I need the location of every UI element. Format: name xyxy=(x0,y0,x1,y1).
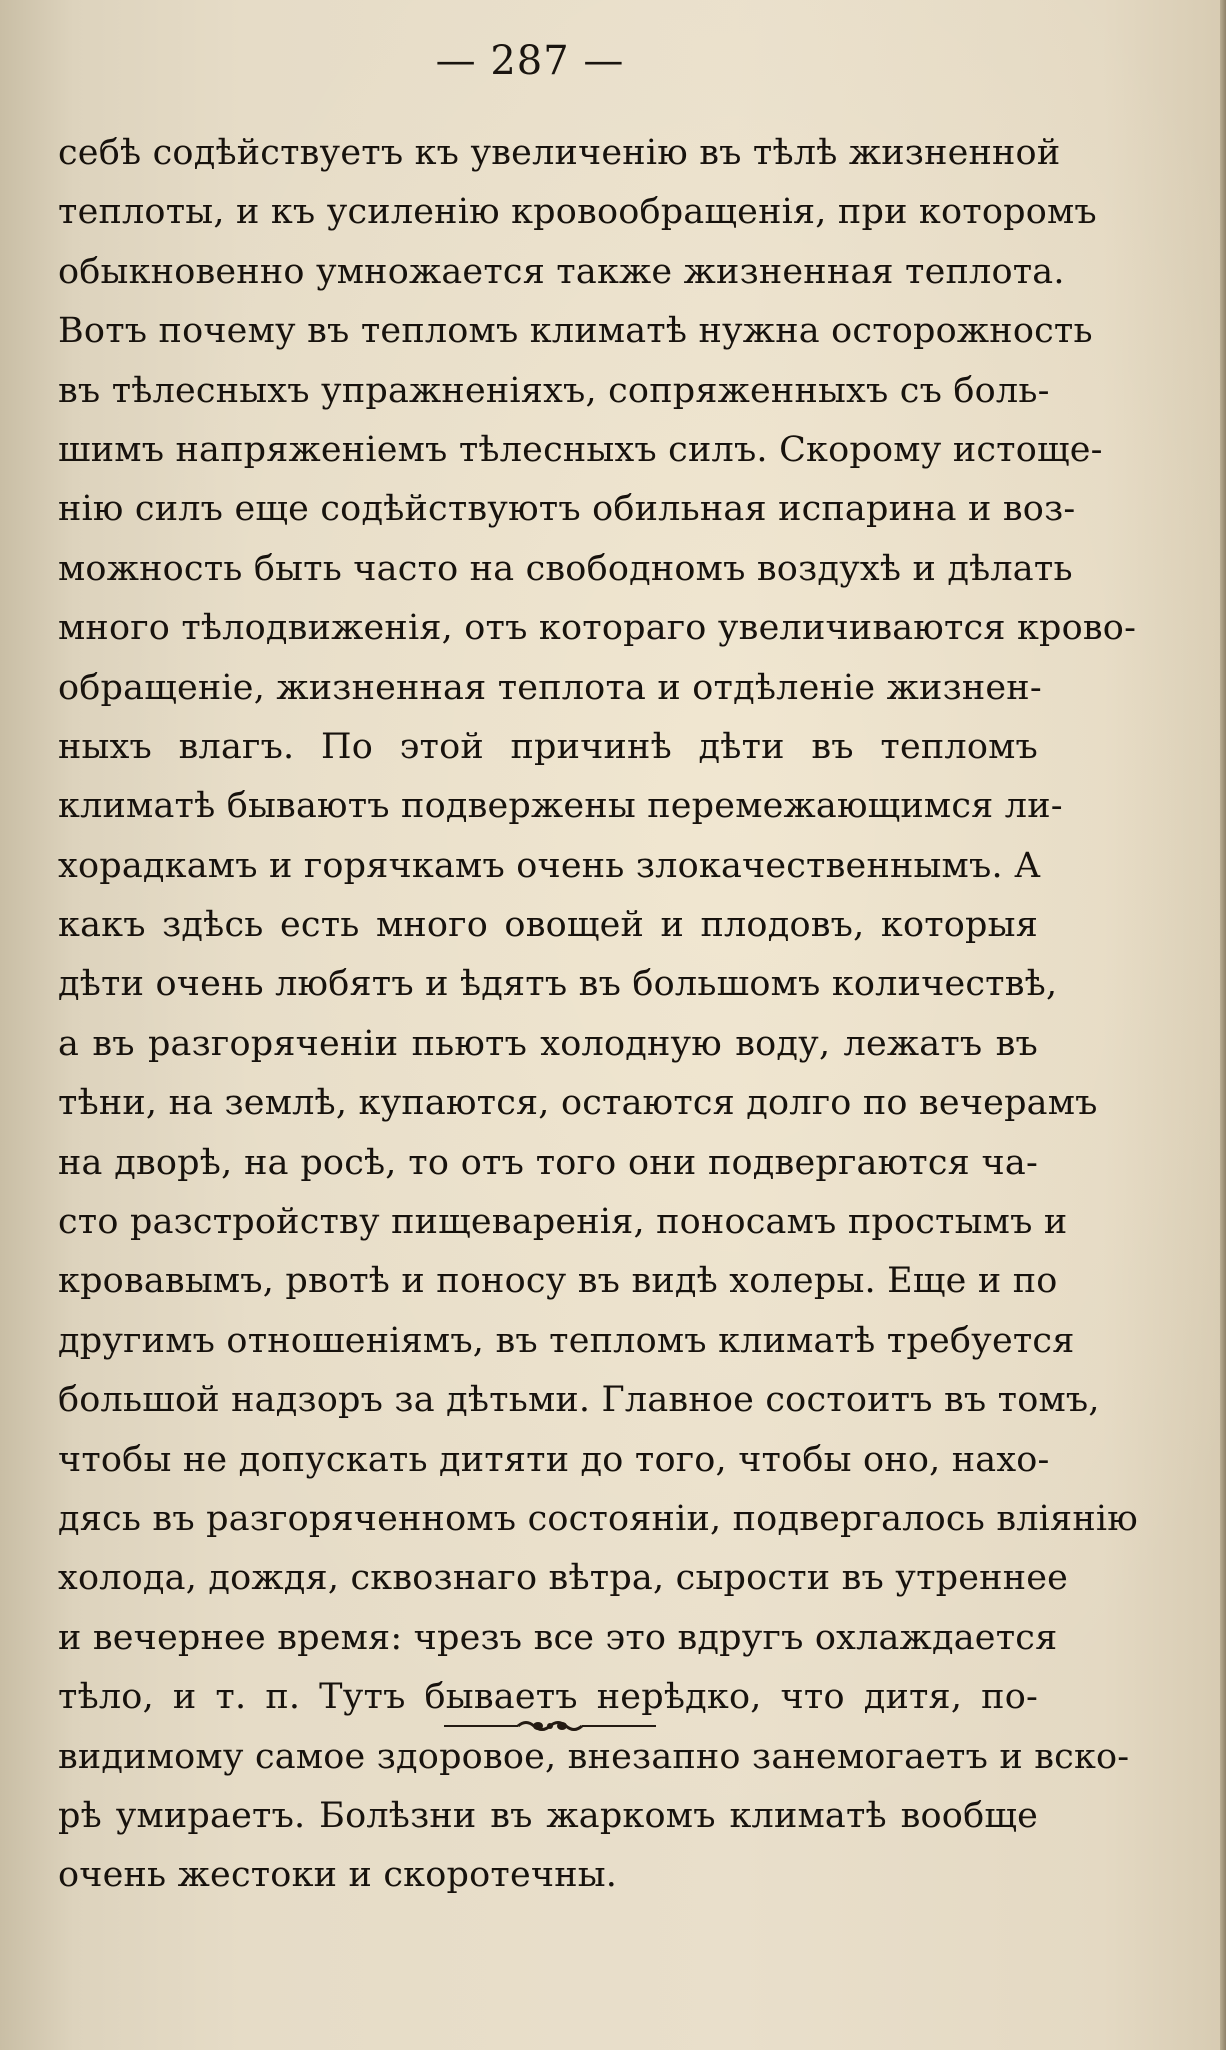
body-text xyxy=(58,124,1138,1906)
end-ornament xyxy=(440,1716,660,1736)
text-line: въ тѣлесныхъ упражненіяхъ, сопряженныхъ съ боль- xyxy=(58,370,1050,411)
text-line: шимъ напряженіемъ тѣлесныхъ силъ. Скорому истоще- xyxy=(58,429,1103,470)
text-line: дѣти очень любятъ и ѣдятъ въ большомъ количествѣ, xyxy=(58,964,1058,1005)
text-line: обыкновенно умножается также жизненная теплота. xyxy=(58,251,1065,292)
text-line: чтобы не допускать дитяти до того, чтобы оно, нахо- xyxy=(58,1439,1050,1480)
text-line: нію силъ еще содѣйствуютъ обильная испарина и воз- xyxy=(58,489,1076,530)
text-line: на дворѣ, на росѣ, то отъ того они подвергаются ча- xyxy=(58,1142,1038,1183)
text-line: Вотъ почему въ тепломъ климатѣ нужна осторожность xyxy=(58,311,1093,352)
text-line: тѣни, на землѣ, купаются, остаются долго по вечерамъ xyxy=(58,1083,1098,1124)
text-line: хорадкамъ и горячкамъ очень злокачественнымъ. А xyxy=(58,845,1041,886)
text-line: обращеніе, жизненная теплота и отдѣленіе жизнен- xyxy=(58,667,1042,708)
text-line: ныхъ влагъ. По этой причинѣ дѣти въ тепломъ xyxy=(58,726,1038,767)
text-line: какъ здѣсь есть много овощей и плодовъ, которыя xyxy=(58,905,1038,946)
text-line: большой надзоръ за дѣтьми. Главное состоитъ въ томъ, xyxy=(58,1380,1100,1421)
page-number: — 287 — xyxy=(435,38,625,84)
text-line: сто разстройству пищеваренія, поносамъ простымъ и xyxy=(58,1202,1068,1243)
text-line: и вечернее время: чрезъ все это вдругъ охлаждается xyxy=(58,1617,1058,1658)
text-line: холода, дождя, сквознаго вѣтра, сырости въ утреннее xyxy=(58,1558,1069,1599)
text-line: климатѣ бываютъ подвержены перемежающимся ли- xyxy=(58,786,1063,827)
text-line-last: очень жестоки и скоротечны. xyxy=(58,1855,618,1896)
page-edge xyxy=(1220,0,1226,2050)
text-line: много тѣлодвиженія, отъ котораго увеличиваются крово- xyxy=(58,608,1137,649)
text-line: себѣ содѣйствуетъ къ увеличенію въ тѣлѣ жизненной xyxy=(58,133,1061,173)
text-line: кровавымъ, рвотѣ и поносу въ видѣ холеры. Еще и по xyxy=(58,1261,1058,1302)
text-line: дясь въ разгоряченномъ состояніи, подвергалось вліянію xyxy=(58,1498,1138,1539)
text-line: рѣ умираетъ. Болѣзни въ жаркомъ климатѣ вообще xyxy=(58,1795,1038,1836)
text-line: теплоты, и къ усиленію кровообращенія, при которомъ xyxy=(58,192,1097,233)
text-line: а въ разгоряченіи пьютъ холодную воду, лежатъ въ xyxy=(58,1023,1038,1064)
text-line: тѣло, и т. п. Тутъ бываетъ нерѣдко, что дитя, по- xyxy=(58,1677,1038,1718)
text-line: можность быть часто на свободномъ воздухѣ и дѣлать xyxy=(58,548,1073,589)
text-line: другимъ отношеніямъ, въ тепломъ климатѣ требуется xyxy=(58,1320,1075,1361)
text-line: видимому самое здоровое, внезапно занемогаетъ и вско- xyxy=(58,1736,1130,1777)
